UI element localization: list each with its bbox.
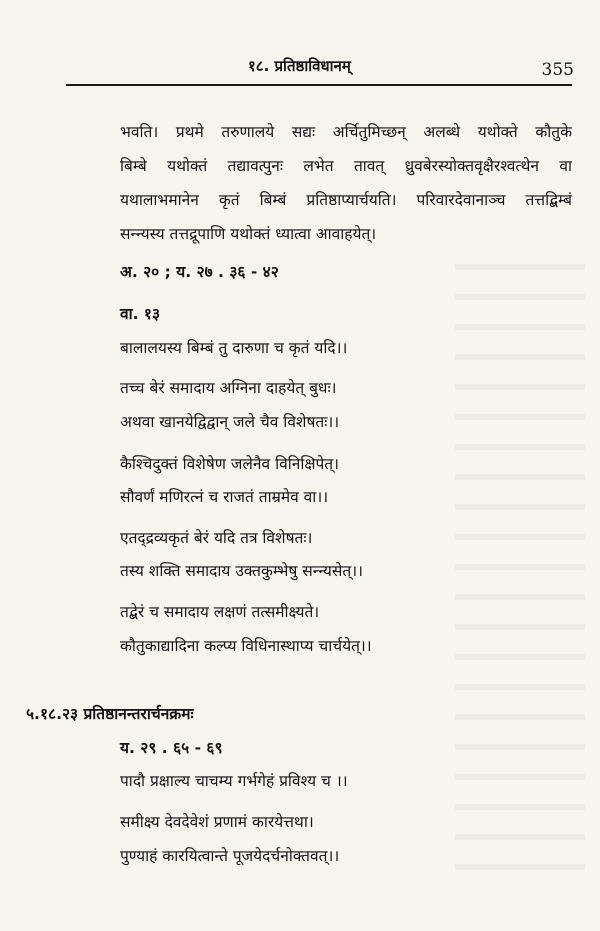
paragraph-line: सन्न्यस्य तत्तद्रूपाणि यथोक्तं ध्यात्वा आवाहयेत्। bbox=[120, 225, 377, 243]
source-reference: अ. २० ; य. २७ . ३६ - ४२ bbox=[120, 263, 279, 281]
verse-line: तद्बेरं च समादाय लक्षणं तत्समीक्ष्यते। bbox=[120, 603, 320, 621]
section-heading: ५.१८.२३ प्रतिष्ठानन्तरार्चनक्रमः bbox=[26, 705, 194, 723]
source-reference: य. २९ . ६५ - ६९ bbox=[120, 739, 223, 757]
verse-line: पुण्याहं कारयित्वान्ते पूजयेदर्चनोक्तवत्।। bbox=[120, 847, 340, 865]
verse-line: समीक्ष्य देवदेवेशं प्रणामं कारयेत्तथा। bbox=[120, 813, 314, 831]
header-rule bbox=[66, 84, 572, 86]
verse-line: एतद्द्रव्यकृतं बेरं यदि तत्र विशेषतः। bbox=[120, 529, 313, 547]
verse-line: बालालयस्य बिम्बं तु दारुणा च कृतं यदि।। bbox=[120, 339, 348, 357]
verse-line: कैश्चिदुक्तं विशेषेण जलेनैव विनिक्षिपेत्। bbox=[120, 455, 339, 473]
running-header bbox=[66, 54, 574, 82]
bleed-through-texture bbox=[455, 240, 585, 890]
verse-line: कौतुकाद्यादिना कल्प्य विधिनास्थाप्य चार्चयेत्।। bbox=[120, 637, 372, 655]
paragraph-line: यथालाभमानेन कृतं बिम्बं प्रतिष्ठाप्यार्चयति। परिवारदेवानाञ्च तत्तद्बिम्बं bbox=[120, 191, 572, 209]
page-number: 355 bbox=[541, 60, 574, 80]
verse-line: अथवा खानयेद्विद्वान् जले चैव विशेषतः।। bbox=[120, 413, 340, 431]
source-reference: वा. १३ bbox=[120, 305, 161, 323]
paragraph-line: बिम्बे यथोक्तं तद्यावत्पुनः लभेत तावत् ध्रुवबेरस्योक्तवृक्षैरश्वत्थेन वा bbox=[120, 157, 572, 175]
paragraph-line: भवति। प्रथमे तरुणालये सद्यः अर्चितुमिच्छन् अलब्धे यथोक्ते कौतुके bbox=[120, 123, 572, 141]
verse-line: पादौ प्रक्षाल्य चाचम्य गर्भगेहं प्रविश्य च ।। bbox=[120, 772, 348, 790]
verse-line: तच्च बेरं समादाय अग्निना दाहयेत् बुधः। bbox=[120, 379, 337, 397]
chapter-title: १८. प्रतिष्ठाविधानम् bbox=[248, 57, 351, 75]
verse-line: सौवर्णं मणिरत्नं च राजतं ताम्रमेव वा।। bbox=[120, 488, 329, 506]
verse-line: तस्य शक्ति समादाय उक्तकुम्भेषु सन्न्यसेत्।। bbox=[120, 562, 363, 580]
